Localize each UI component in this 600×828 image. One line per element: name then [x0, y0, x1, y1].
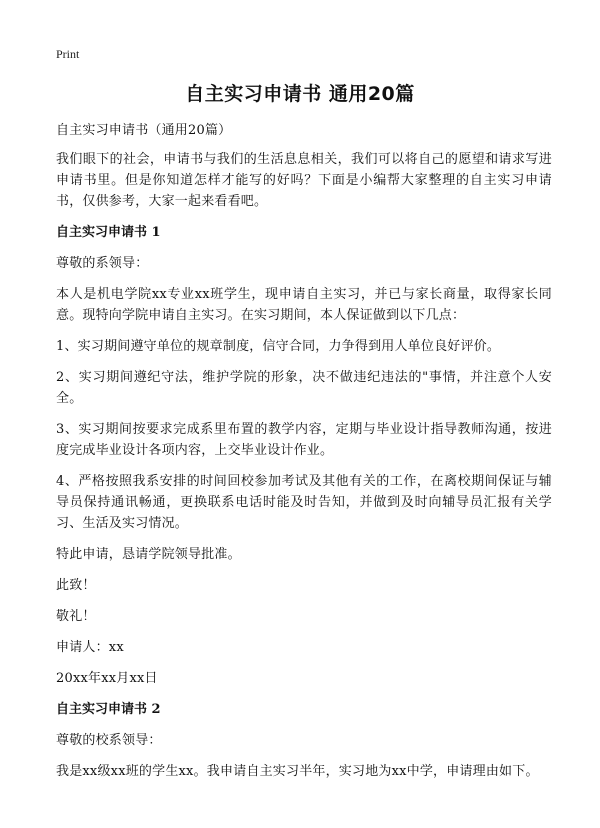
print-label: Print [56, 47, 80, 61]
section-1-request: 特此申请，恳请学院领导批准。 [56, 547, 241, 562]
page-title: 自主实习申请书 通用20篇 [185, 83, 415, 105]
section-1-item-4: 4、严格按照我系安排的时间回校参加考试及其他有关的工作，在离校期间保证与辅导员保持通讯畅通，更换联系电话时能及时告知，并做到及时向辅导员汇报有关学习、生活及实习情况。 [56, 474, 552, 531]
section-1-item-1: 1、实习期间遵守单位的规章制度，信守合同，力争得到用人单位良好评价。 [56, 339, 501, 354]
section-1-paragraph: 本人是机电学院xx专业xx班学生，现申请自主实习，并已与家长商量，取得家长同意。现特向学院申请自主实习。在实习期间，本人保证做到以下几点： [56, 287, 552, 323]
section-1-item-2: 2、实习期间遵纪守法，维护学院的形象，决不做违纪违法的"事情，并注意个人安全。 [56, 370, 552, 406]
section-1-date: 20xx年xx月xx日 [56, 671, 158, 686]
intro-paragraph: 我们眼下的社会，申请书与我们的生活息息相关，我们可以将自己的愿望和请求写进申请书里。但是你知道怎样才能写的好吗？下面是小编帮大家整理的自主实习申请书，仅供参考，大家一起来看看吧。 [56, 152, 552, 209]
document-subtitle: 自主实习申请书（通用20篇） [56, 123, 232, 138]
section-1-closing-1: 此致！ [56, 578, 96, 593]
section-1-item-3: 3、实习期间按要求完成系里布置的教学内容，定期与毕业设计指导教师沟通，按进度完成毕业设计各项内容，上交毕业设计作业。 [56, 422, 552, 458]
section-2-heading: 自主实习申请书 2 [56, 702, 161, 717]
section-1-closing-2: 敬礼！ [56, 609, 96, 624]
document-body [56, 120, 552, 792]
section-1-heading: 自主实习申请书 1 [56, 225, 161, 240]
section-2-salutation: 尊敬的校系领导： [56, 733, 162, 748]
section-1-applicant: 申请人：xx [56, 640, 124, 655]
section-1-salutation: 尊敬的系领导： [56, 256, 149, 271]
section-2-paragraph: 我是xx级xx班的学生xx。我申请自主实习半年，实习地为xx中学，申请理由如下。 [56, 764, 539, 779]
